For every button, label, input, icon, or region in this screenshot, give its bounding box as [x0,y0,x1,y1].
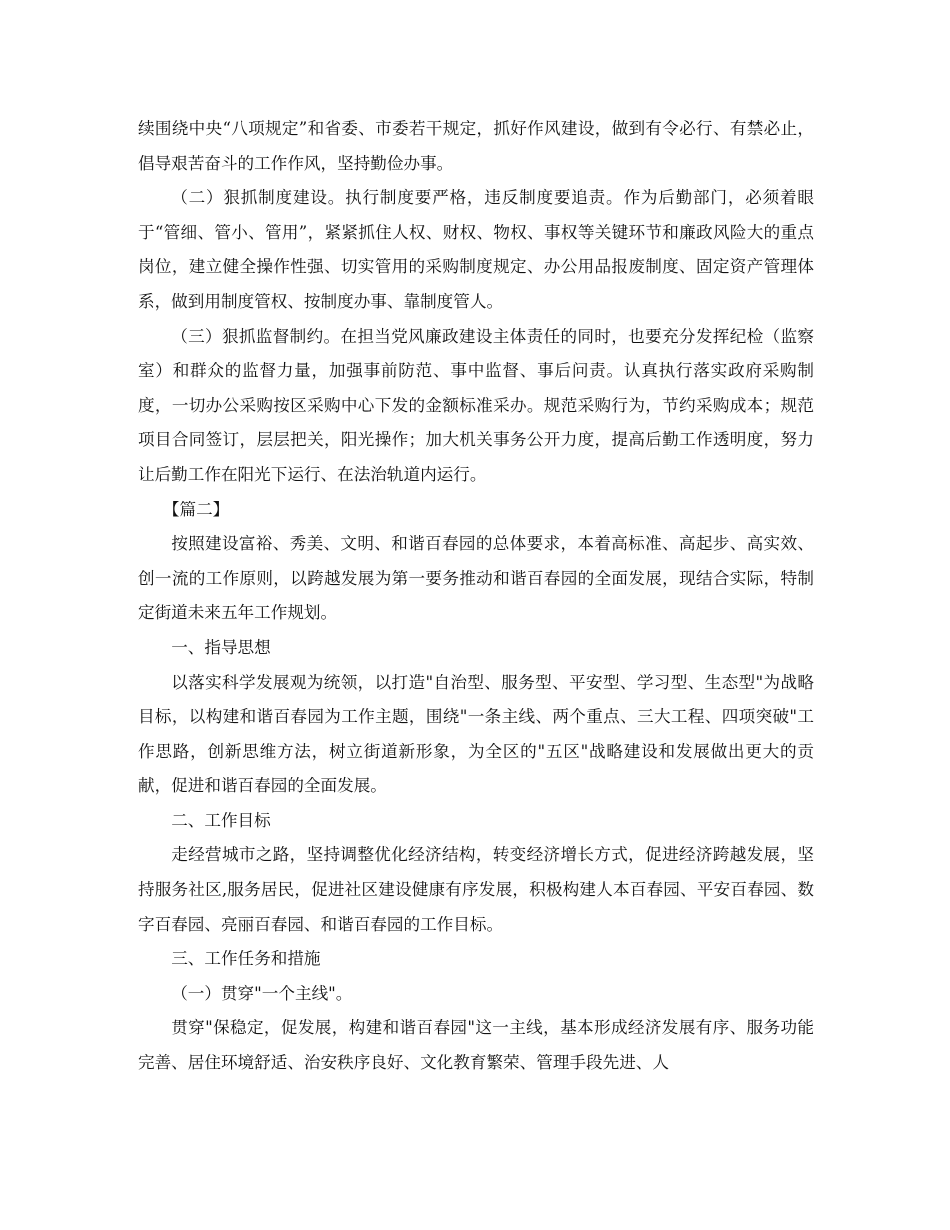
paragraph-guiding-ideology: 以落实科学发展观为统领，以打造"自治型、服务型、平安型、学习型、生态型"为战略目标，以构建和谐百春园为工作主题，围绕"一条主线、两个重点、三大工程、四项突破"工作思路，创新思维方法，树立街道新形象，为全区的"五区"战略建设和发展做出更大的贡献，促进和谐百春园的全面发展。 [138,672,814,796]
paragraph-system-building: （二）狠抓制度建设。执行制度要严格，违反制度要追责。作为后勤部门，必须着眼于“管细、管小、管用”，紧紧抓住人权、财权、物权、事权等关键环节和廉政风险大的重点岗位，建立健全操作性强、切实管用的采购制度规定、办公用品报废制度、固定资产管理体系，做到用制度管权、按制度办事、靠制度管人。 [138,188,814,311]
section-marker: 【篇二】 [162,499,230,519]
heading-tasks-measures: 三、工作任务和措施 [171,949,321,969]
heading-guiding-ideology: 一、指导思想 [171,637,271,657]
paragraph-supervision: （三）狠抓监督制约。在担当党风廉政建设主体责任的同时，也要充分发挥纪检（监察室）和群众的监督力量，加强事前防范、事中监督、事后问责。认真执行落实政府采购制度，一切办公采购按区采购中心下发的金额标准采办。规范采购行为，节约采购成本；规范项目合同签订，层层把关，阳光操作；加大机关事务公开力度，提高后勤工作透明度，努力让后勤工作在阳光下运行、在法治轨道内运行。 [138,326,814,484]
paragraph-main-line: 贯穿"保稳定，促发展，构建和谐百春园"这一主线，基本形成经济发展有序、服务功能完善、居住环境舒适、治安秩序良好、文化教育繁荣、管理手段先进、人 [138,1018,814,1073]
paragraph-work-goals: 走经营城市之路，坚持调整优化经济结构，转变经济增长方式，促进经济跨越发展，坚持服务社区,服务居民，促进社区建设健康有序发展，积极构建人本百春园、平安百春园、数字百春园、亮丽百春园、和谐百春园的工作目标。 [138,845,814,934]
document-body [138,112,814,1081]
paragraph-continuation: 续围绕中央“八项规定”和省委、市委若干规定，抓好作风建设，做到有令必行、有禁必止，倡导艰苦奋斗的工作作风，坚持勤俭办事。 [138,119,814,173]
subheading-main-line: （一）贯穿"一个主线"。 [171,983,353,1003]
heading-work-goals: 二、工作目标 [171,810,271,830]
paragraph-intro: 按照建设富裕、秀美、文明、和谐百春园的总体要求，本着高标准、高起步、高实效、创一流的工作原则，以跨越发展为第一要务推动和谐百春园的全面发展，现结合实际，特制定街道未来五年工作规划。 [138,534,814,623]
